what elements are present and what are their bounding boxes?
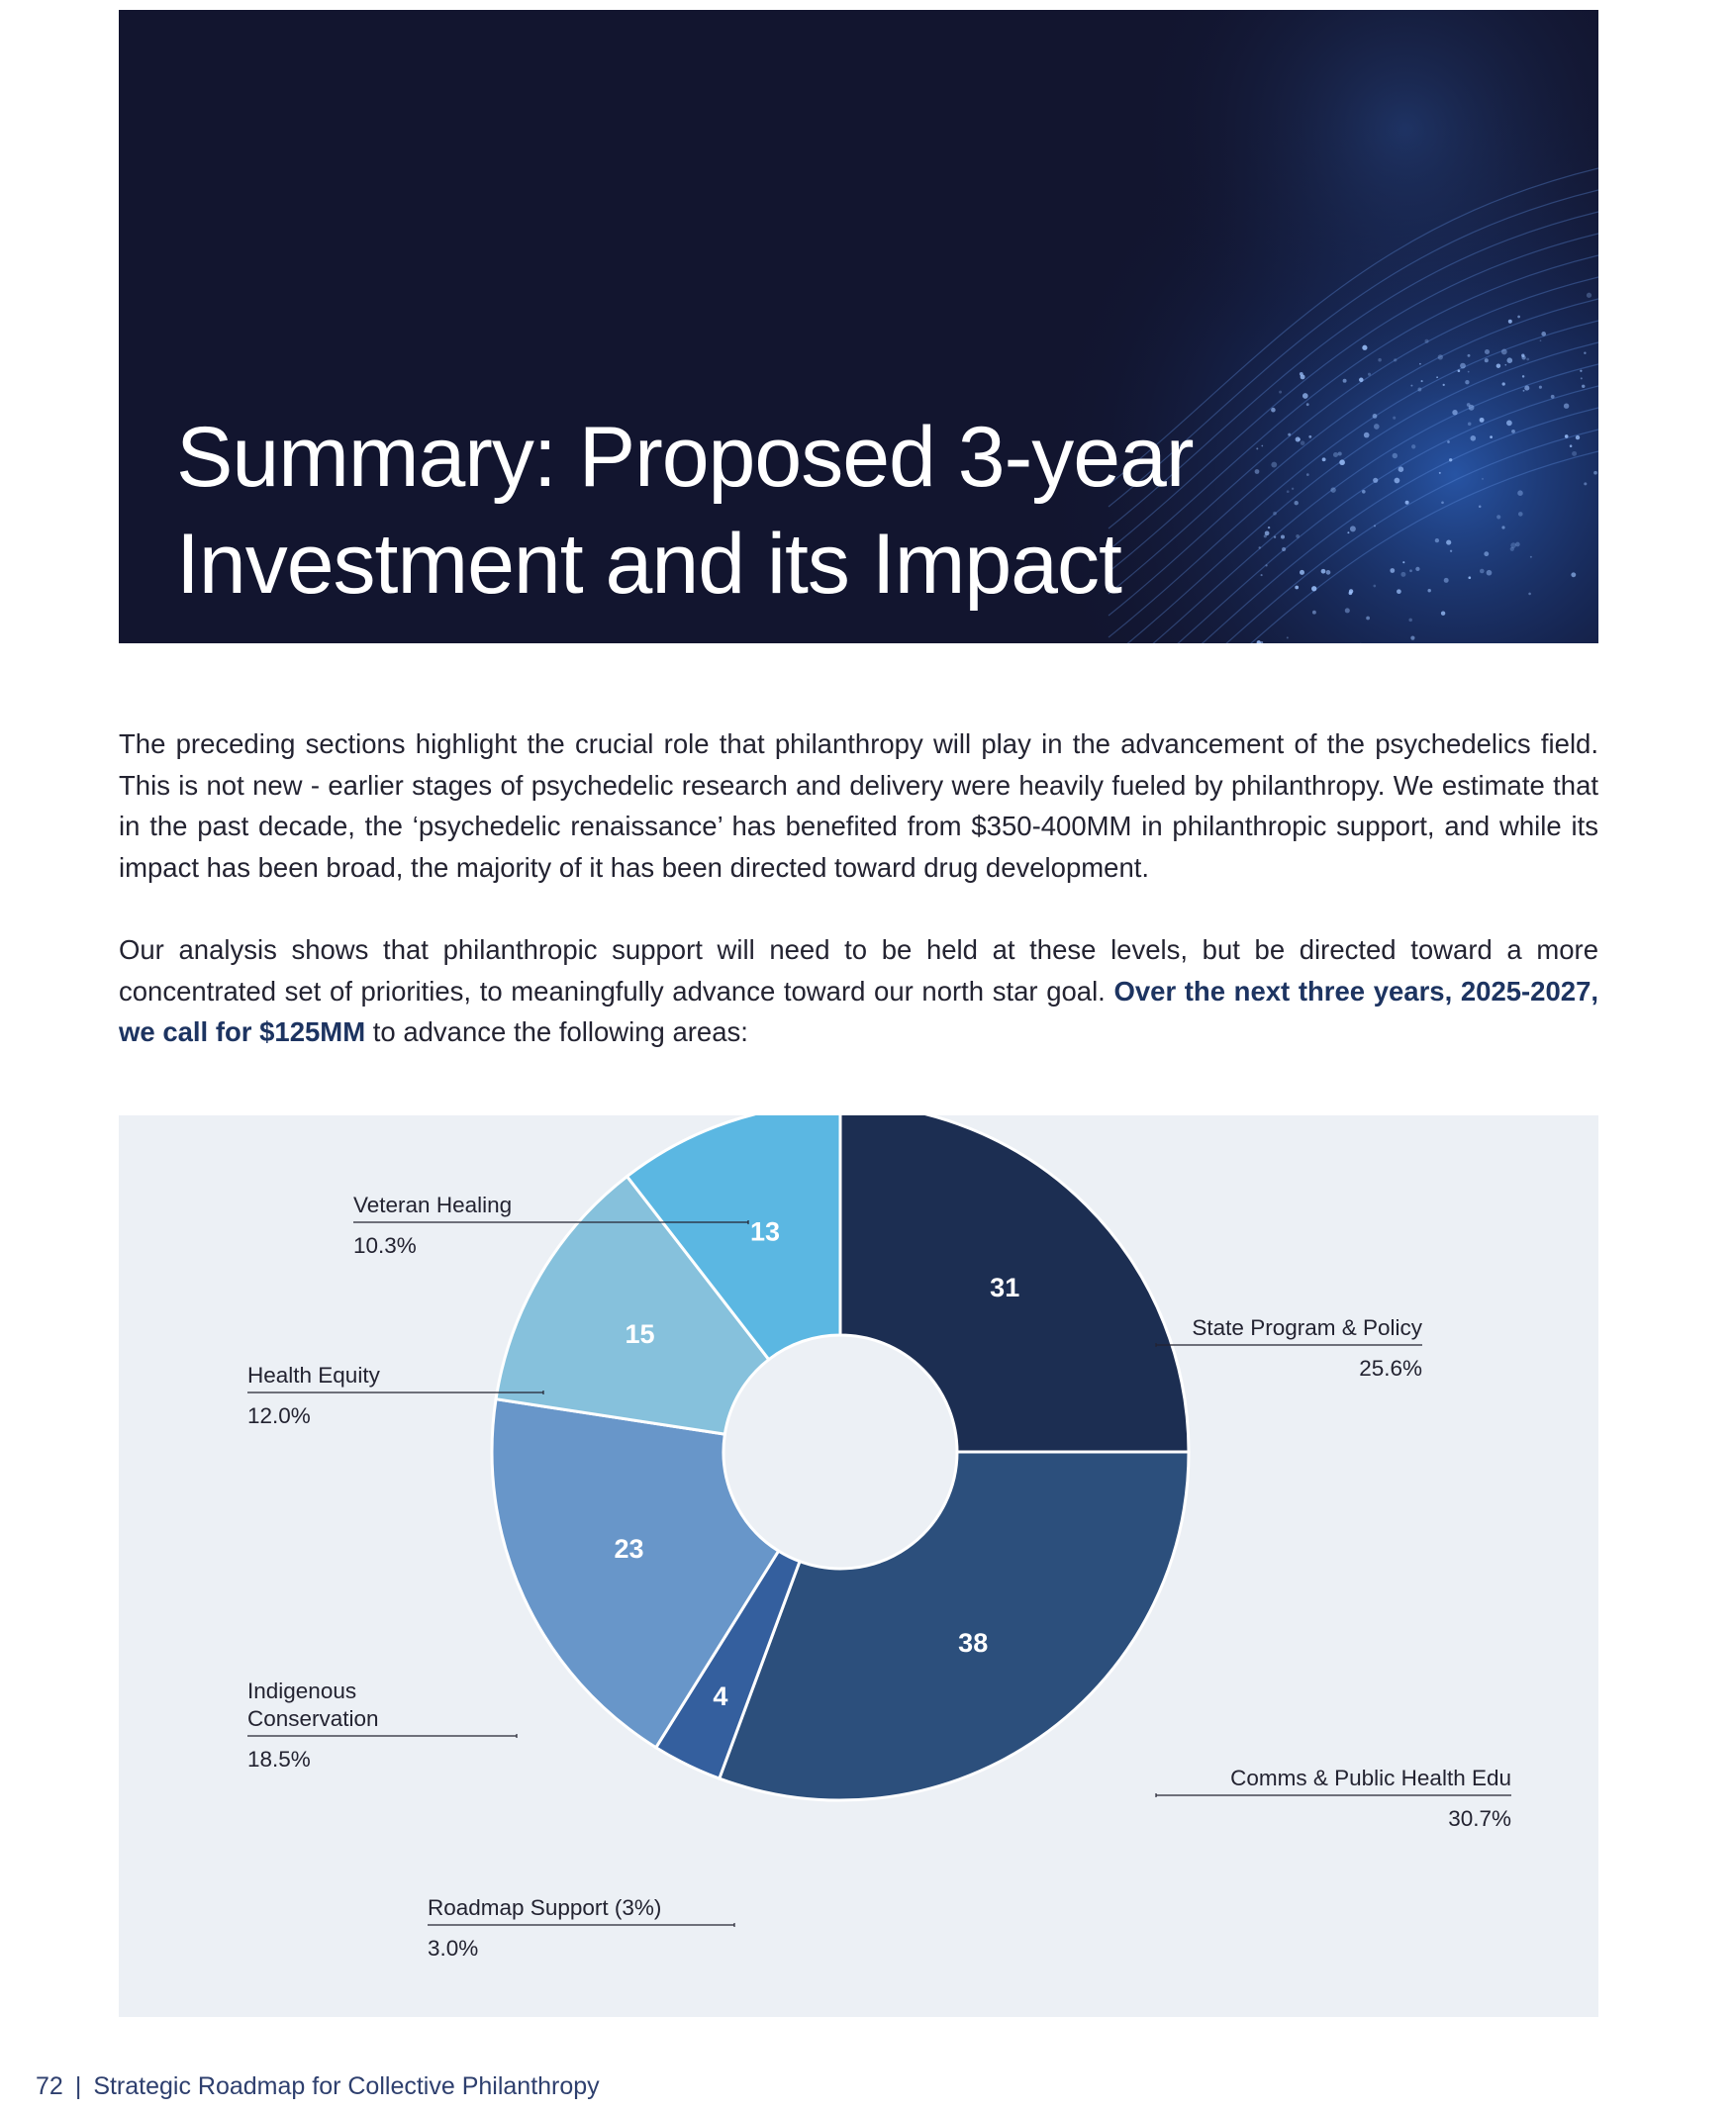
hero-particle-dot bbox=[1584, 482, 1587, 485]
hero-particle-dot bbox=[1449, 458, 1452, 461]
callout-label-indigenous-conservation: Indigenous bbox=[247, 1679, 357, 1703]
funding-highlight: Over the next three years, 2025-2027, we call for $125MM bbox=[119, 975, 1599, 1047]
hero-particle-dot bbox=[1510, 547, 1514, 551]
hero-particle-dot bbox=[1507, 357, 1513, 363]
hero-particle-dot bbox=[1268, 527, 1270, 528]
hero-particle-dot bbox=[1362, 490, 1366, 494]
hero-particle-dot bbox=[1471, 435, 1477, 441]
hero-particle-dot bbox=[1504, 364, 1506, 366]
callout-percent-comms-public-health-edu: 30.7% bbox=[1448, 1806, 1511, 1831]
page-title bbox=[176, 404, 1265, 618]
hero-particle-dot bbox=[1350, 526, 1356, 531]
hero-particle-dot bbox=[1570, 444, 1573, 447]
hero-particle-dot bbox=[1580, 370, 1582, 372]
hero-particle-dot bbox=[1441, 501, 1444, 504]
paragraph-tail-text: to advance the following areas: bbox=[372, 1016, 748, 1047]
hero-particle-dot bbox=[1427, 589, 1430, 592]
intro-paragraph: The preceding sections highlight the crucial role that philanthropy will play in the advancement of the psychedelics field. This is not new - earlier stages of psychedelic research and delivery were heavily fueled by philanthropy. We estimate that in the past decade, the ‘psychedelic renaissance’ has benefited from $350-400MM in philanthropic support, and while its impact has been broad, the majority of it has been directed toward drug development. bbox=[119, 728, 1598, 883]
hero-particle-dot bbox=[1439, 472, 1441, 474]
hero-particle-dot bbox=[1421, 380, 1423, 382]
page-title-line-2: Investment and its Impact bbox=[176, 517, 1121, 612]
hero-particle-dot bbox=[1362, 345, 1367, 350]
hero-particle-dot bbox=[1515, 542, 1520, 547]
donut-value-label: 38 bbox=[958, 1627, 989, 1658]
hero-particle-dot bbox=[1282, 547, 1286, 551]
hero-particle-dot bbox=[1468, 423, 1472, 427]
hero-particle-dot bbox=[1274, 536, 1276, 538]
callout-label-indigenous-conservation: Conservation bbox=[247, 1706, 379, 1731]
hero-particle-dot bbox=[1366, 617, 1370, 621]
hero-particle-dot bbox=[1506, 421, 1512, 427]
hero-particle-dot bbox=[1571, 572, 1576, 577]
hero-particle-dot bbox=[1343, 379, 1347, 383]
hero-particle-dot bbox=[1539, 386, 1542, 389]
hero-particle-dot bbox=[1484, 551, 1489, 556]
hero-particle-dot bbox=[1441, 612, 1445, 616]
callout-percent-state-program-policy: 25.6% bbox=[1359, 1356, 1422, 1381]
hero-particle-dot bbox=[1265, 530, 1270, 535]
hero-particle-dot bbox=[1395, 478, 1400, 484]
hero-particle-dot bbox=[1397, 589, 1401, 594]
hero-particle-dot bbox=[1511, 430, 1515, 433]
hero-particle-dot bbox=[1524, 386, 1529, 391]
donut-value-label: 23 bbox=[614, 1534, 644, 1565]
allocation-donut-chart bbox=[119, 1115, 1598, 2017]
hero-particle-dot bbox=[1518, 512, 1523, 517]
hero-particle-dot bbox=[1521, 354, 1524, 357]
hero-particle-dot bbox=[1287, 636, 1289, 638]
hero-particle-dot bbox=[1450, 550, 1452, 552]
hero-particle-dot bbox=[1419, 363, 1421, 365]
hero-particle-dot bbox=[1564, 403, 1569, 408]
hero-particle-dot bbox=[1501, 348, 1507, 354]
hero-particle-dot bbox=[1321, 569, 1326, 574]
hero-particle-dot bbox=[1300, 570, 1304, 575]
hero-particle-dot bbox=[1299, 438, 1301, 440]
hero-particle-dot bbox=[1467, 403, 1471, 407]
hero-particle-dot bbox=[1390, 568, 1395, 573]
hero-particle-dot bbox=[1393, 417, 1396, 420]
hero-banner bbox=[119, 10, 1598, 643]
hero-particle-dot bbox=[1271, 408, 1276, 413]
hero-particle-dot bbox=[1584, 352, 1586, 354]
hero-particle-dot bbox=[1446, 540, 1451, 545]
hero-particle-dot bbox=[1496, 515, 1500, 519]
hero-particle-dot bbox=[1443, 384, 1445, 386]
hero-particle-dot bbox=[1482, 478, 1484, 480]
hero-particle-dot bbox=[1330, 487, 1335, 492]
hero-particle-dot bbox=[1373, 414, 1378, 419]
page-footer bbox=[36, 2072, 600, 2101]
callout-percent-health-equity: 12.0% bbox=[247, 1403, 311, 1428]
hero-particle-dot bbox=[1490, 435, 1493, 438]
hero-particle-dot bbox=[1528, 593, 1531, 596]
hero-particle-dot bbox=[1517, 490, 1523, 496]
footer-separator: | bbox=[74, 2072, 82, 2100]
hero-particle-dot bbox=[1378, 358, 1382, 362]
hero-particle-dot bbox=[1410, 636, 1414, 640]
hero-particle-dot bbox=[1410, 385, 1412, 387]
hero-particle-dot bbox=[1502, 382, 1505, 385]
hero-particle-dot bbox=[1447, 440, 1450, 443]
hero-particle-dot bbox=[1288, 433, 1291, 436]
hero-particle-dot bbox=[1576, 435, 1580, 439]
hero-particle-dot bbox=[1402, 561, 1404, 563]
hero-particle-dot bbox=[1322, 457, 1326, 461]
hero-particle-dot bbox=[1300, 372, 1303, 376]
hero-particle-dot bbox=[1551, 395, 1555, 399]
donut-value-label: 4 bbox=[713, 1680, 728, 1711]
hero-particle-dot bbox=[1294, 501, 1298, 505]
hero-particle-dot bbox=[1306, 403, 1309, 406]
footer-document-title: Strategic Roadmap for Collective Philanthropy bbox=[93, 2072, 600, 2100]
hero-particle-dot bbox=[1405, 501, 1409, 505]
hero-particle-dot bbox=[1485, 349, 1490, 354]
hero-particle-dot bbox=[1345, 608, 1350, 613]
callout-percent-roadmap-support-3: 3.0% bbox=[428, 1936, 479, 1961]
hero-particle-dot bbox=[1306, 473, 1309, 476]
hero-particle-dot bbox=[1479, 506, 1482, 509]
hero-particle-dot bbox=[1296, 534, 1300, 538]
callout-label-veteran-healing: Veteran Healing bbox=[353, 1193, 513, 1217]
callout-label-health-equity: Health Equity bbox=[247, 1363, 380, 1388]
hero-particle-dot bbox=[1373, 585, 1376, 588]
hero-particle-dot bbox=[1468, 576, 1471, 579]
hero-particle-dot bbox=[1279, 391, 1282, 394]
hero-particle-dot bbox=[1326, 570, 1331, 575]
hero-particle-dot bbox=[1273, 512, 1277, 516]
hero-particle-dot bbox=[1281, 534, 1285, 538]
hero-particle-dot bbox=[1465, 380, 1469, 384]
hero-particle-dot bbox=[1302, 393, 1308, 399]
hero-particle-dot bbox=[1436, 376, 1438, 378]
hero-particle-dot bbox=[1517, 316, 1520, 319]
hero-particle-dot bbox=[1312, 611, 1316, 615]
hero-particle-dot bbox=[1415, 567, 1419, 571]
hero-particle-dot bbox=[1349, 591, 1353, 595]
hero-particle-dot bbox=[1308, 435, 1311, 438]
hero-particle-dot bbox=[1541, 332, 1546, 336]
hero-particle-dot bbox=[1292, 488, 1294, 490]
callout-percent-indigenous-conservation: 18.5% bbox=[247, 1747, 311, 1772]
hero-particle-dot bbox=[1526, 358, 1529, 361]
hero-particle-dot bbox=[1295, 586, 1299, 590]
donut-slice-comms-public-health-edu bbox=[720, 1452, 1189, 1800]
hero-particle-dot bbox=[1374, 525, 1376, 527]
call-to-action-paragraph bbox=[119, 929, 1598, 1053]
hero-particle-dot bbox=[1301, 440, 1305, 445]
hero-particle-dot bbox=[1364, 432, 1370, 438]
hero-particle-dot bbox=[1572, 451, 1577, 456]
callout-label-roadmap-support-3: Roadmap Support (3%) bbox=[428, 1895, 662, 1920]
page-number: 72 bbox=[36, 2072, 63, 2100]
hero-particle-dot bbox=[1480, 418, 1485, 423]
hero-particle-dot bbox=[1587, 293, 1591, 298]
hero-particle-dot bbox=[1271, 462, 1277, 468]
hero-particle-dot bbox=[1460, 363, 1466, 369]
hero-particle-dot bbox=[1373, 478, 1378, 483]
hero-particle-dot bbox=[1523, 390, 1525, 392]
hero-particle-dot bbox=[1417, 388, 1421, 392]
donut-value-label: 13 bbox=[749, 1216, 781, 1247]
callout-percent-veteran-healing: 10.3% bbox=[353, 1233, 417, 1258]
hero-particle-dot bbox=[1368, 373, 1371, 376]
hero-particle-dot bbox=[1540, 339, 1542, 341]
hero-particle-dot bbox=[1501, 526, 1504, 528]
hero-particle-dot bbox=[1508, 320, 1512, 324]
hero-particle-dot bbox=[1394, 358, 1397, 361]
hero-particle-dot bbox=[1468, 354, 1471, 357]
hero-particle-dot bbox=[1339, 459, 1345, 465]
hero-particle-dot bbox=[1409, 569, 1412, 572]
callout-label-comms-public-health-edu: Comms & Public Health Edu bbox=[1230, 1766, 1511, 1790]
hero-particle-dot bbox=[1333, 452, 1338, 457]
hero-particle-dot bbox=[1347, 531, 1349, 533]
page-title-line-1: Summary: Proposed 3-year bbox=[176, 410, 1194, 505]
hero-particle-dot bbox=[1411, 444, 1415, 448]
donut-value-label: 15 bbox=[625, 1318, 655, 1349]
hero-particle-dot bbox=[1468, 371, 1470, 373]
hero-particle-dot bbox=[1359, 378, 1364, 383]
hero-particle-dot bbox=[1480, 569, 1485, 574]
hero-particle-dot bbox=[1438, 354, 1443, 359]
hero-particle-dot bbox=[1338, 451, 1342, 455]
donut-value-label: 31 bbox=[990, 1272, 1020, 1302]
hero-particle-dot bbox=[1444, 578, 1449, 583]
hero-particle-dot bbox=[1393, 453, 1398, 458]
hero-particle-dot bbox=[1487, 570, 1493, 576]
hero-particle-dot bbox=[1458, 369, 1461, 372]
hero-particle-dot bbox=[1530, 556, 1532, 558]
hero-particle-dot bbox=[1452, 410, 1457, 415]
hero-particle-dot bbox=[1424, 339, 1428, 343]
hero-particle-dot bbox=[1593, 471, 1597, 475]
hero-particle-dot bbox=[1581, 377, 1583, 379]
hero-particle-dot bbox=[1582, 385, 1585, 388]
hero-particle-dot bbox=[1435, 538, 1439, 542]
callout-label-state-program-policy: State Program & Policy bbox=[1192, 1315, 1422, 1340]
hero-particle-dot bbox=[1311, 586, 1316, 591]
hero-particle-dot bbox=[1398, 466, 1404, 472]
hero-particle-dot bbox=[1485, 358, 1489, 362]
hero-particle-dot bbox=[1565, 434, 1569, 438]
hero-particle-dot bbox=[1374, 424, 1380, 430]
allocation-chart-panel bbox=[119, 1115, 1598, 2017]
hero-particle-dot bbox=[1400, 572, 1405, 577]
hero-particle-dot bbox=[1408, 619, 1412, 623]
hero-particle-dot bbox=[1496, 363, 1501, 368]
hero-particle-dot bbox=[1266, 564, 1268, 566]
hero-particle-dot bbox=[1522, 375, 1524, 377]
paragraph-lead-text: Our analysis shows that philanthropic support will need to be held at these levels, but be directed toward a more concentrated set of priorities, to meaningfully advance toward our north star goal. bbox=[119, 934, 1598, 1007]
hero-particle-dot bbox=[1287, 490, 1290, 493]
